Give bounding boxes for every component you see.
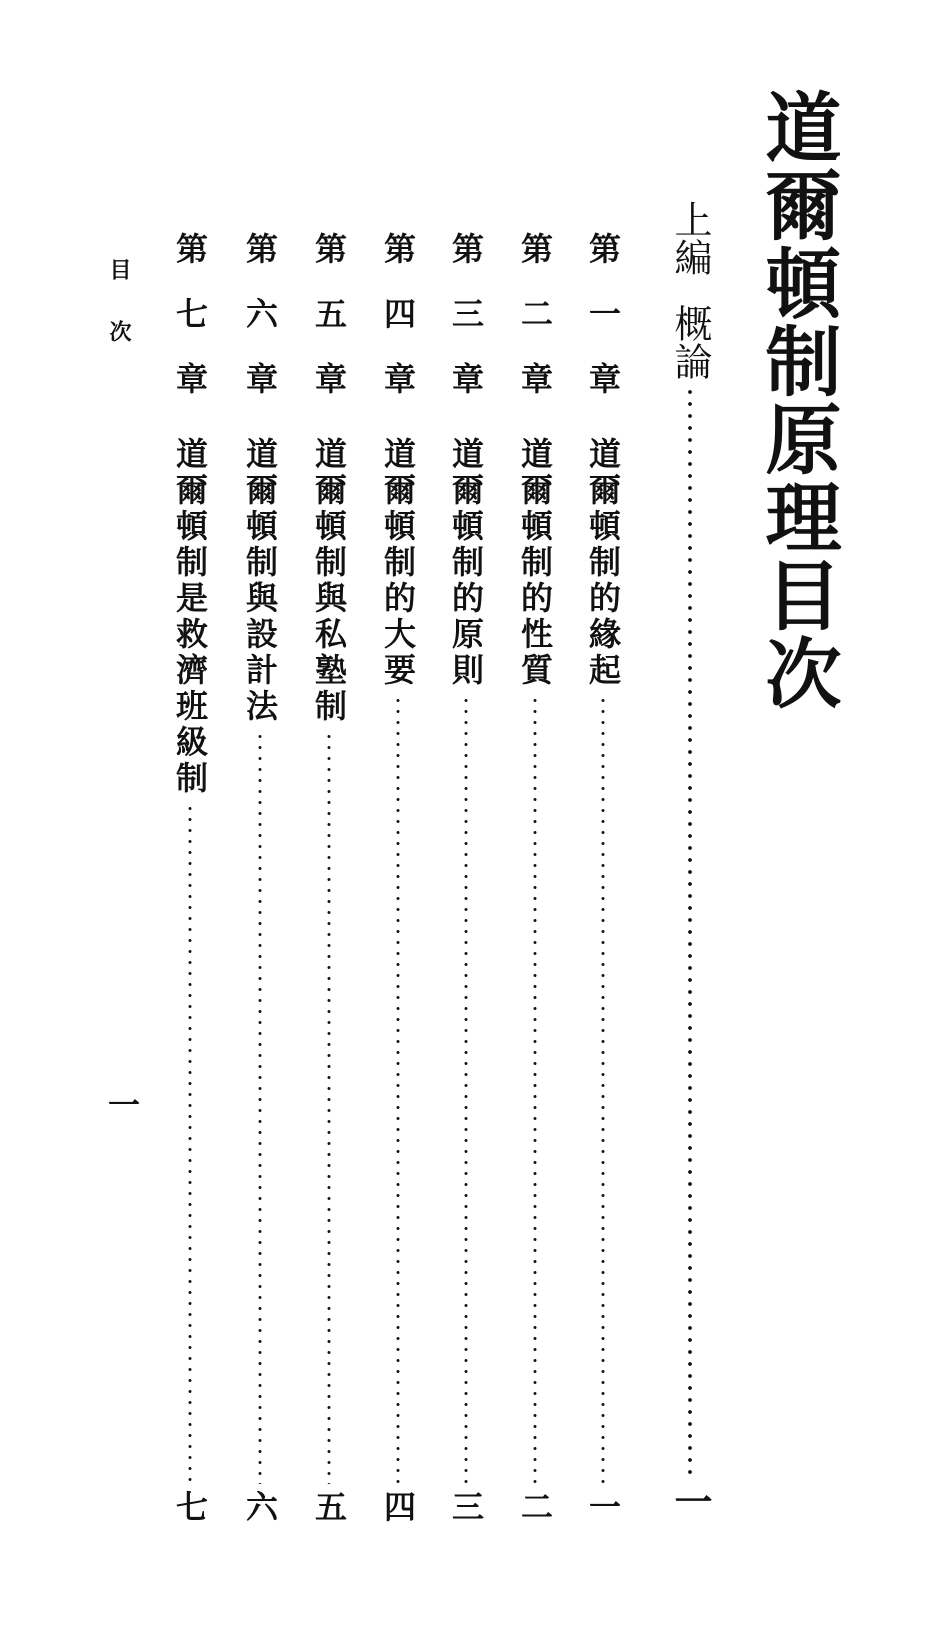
dot-leader (515, 695, 555, 1484)
part-heading (665, 200, 715, 1520)
dot-leader (240, 731, 280, 1484)
chapter-title: 道爾頓制是救濟班級制 (171, 437, 209, 797)
running-header: 目次 (106, 258, 132, 382)
toc-entry-chapter-5[interactable] (309, 232, 349, 1522)
toc-entry-chapter-3[interactable] (446, 232, 486, 1522)
chapter-number: 第三章 (447, 232, 485, 427)
toc-entry-chapter-1[interactable] (583, 232, 623, 1522)
chapter-number: 第五章 (310, 232, 348, 427)
page-number: 四 (379, 1490, 417, 1522)
page-number: 五 (310, 1490, 348, 1522)
chapter-number: 第四章 (379, 232, 417, 427)
chapter-title: 道爾頓制的緣起 (584, 437, 622, 689)
page-number: 三 (447, 1490, 485, 1522)
dot-leader (309, 731, 349, 1484)
part-label: 上編 (668, 200, 712, 276)
toc-entry-chapter-4[interactable] (378, 232, 418, 1522)
page-number: 一 (668, 1482, 713, 1520)
chapter-title: 道爾頓制的大要 (379, 437, 417, 689)
page-number: 一 (584, 1490, 622, 1522)
chapter-number: 第一章 (584, 232, 622, 427)
page-number: 七 (171, 1490, 209, 1522)
dot-leader (170, 803, 210, 1484)
chapter-number: 第六章 (241, 232, 279, 427)
toc-entry-chapter-6[interactable] (240, 232, 280, 1522)
part-title: 概論 (668, 304, 712, 380)
chapter-number: 第七章 (171, 232, 209, 427)
toc-entry-chapter-7[interactable] (170, 232, 210, 1522)
chapter-number: 第二章 (516, 232, 554, 427)
toc-entry-chapter-2[interactable] (515, 232, 555, 1522)
folio-page-number: 一 (108, 1086, 141, 1124)
page-number: 六 (241, 1490, 279, 1522)
dot-leader (665, 386, 715, 1476)
chapter-title: 道爾頓制與設計法 (241, 437, 279, 725)
dot-leader (583, 695, 623, 1484)
chapter-title: 道爾頓制的原則 (447, 437, 485, 689)
page-number: 二 (516, 1490, 554, 1522)
dot-leader (378, 695, 418, 1484)
chapter-title: 道爾頓制與私塾制 (310, 437, 348, 725)
chapter-title: 道爾頓制的性質 (516, 437, 554, 689)
page-title: 道爾頓制原理目次 (753, 88, 842, 712)
dot-leader (446, 695, 486, 1484)
